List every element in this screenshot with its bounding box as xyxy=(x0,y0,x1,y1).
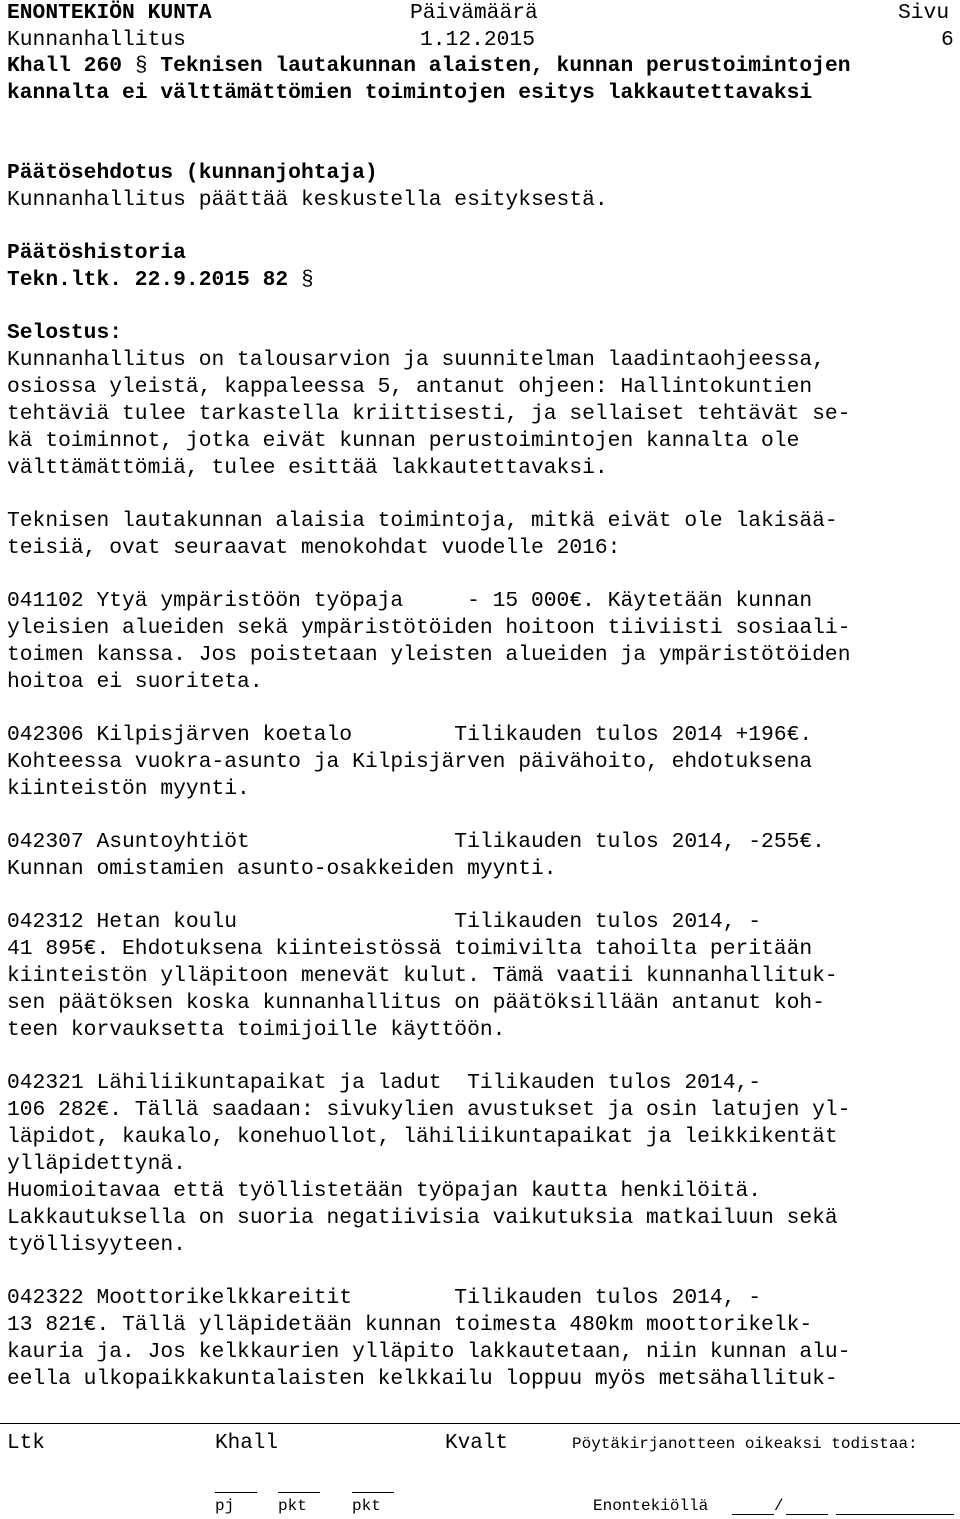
explanation-line: työllisyyteen. xyxy=(7,1233,186,1257)
body-name: Kunnanhallitus xyxy=(7,28,186,52)
explanation-heading: Selostus: xyxy=(7,321,123,345)
history-reference xyxy=(7,267,314,294)
explanation-line: välttämättömiä, tulee esittää lakkautettavaksi. xyxy=(7,456,608,480)
footer-khall: Khall xyxy=(215,1432,279,1455)
explanation-line: Teknisen lautakunnan alaisia toimintoja, mitkä eivät ole lakisää- xyxy=(7,509,838,533)
explanation-line: tehtäviä tulee tarkastella kriittisesti, ja sellaiset tehtävät se- xyxy=(7,402,851,426)
history-ref-text: Tekn.ltk. 22.9.2015 82 xyxy=(7,268,301,292)
date-day-line xyxy=(732,1514,774,1515)
explanation-line: kiinteistön myynti. xyxy=(7,777,250,801)
explanation-line: Lakkautuksella on suoria negatiivisia vaikutuksia matkailuun sekä xyxy=(7,1206,838,1230)
explanation-line: teisiä, ovat seuraavat menokohdat vuodelle 2016: xyxy=(7,536,621,560)
item-title-line-2: kannalta ei välttämättömien toimintojen esitys lakkautettavaksi xyxy=(7,81,813,105)
cost-item-042322: 042322 Moottorikelkkareitit Tilikauden tulos 2014, - xyxy=(7,1286,762,1310)
history-heading: Päätöshistoria xyxy=(7,241,186,265)
item-number: Khall 260 xyxy=(7,54,135,78)
meeting-date: 1.12.2015 xyxy=(420,28,536,52)
item-title-line-1 xyxy=(7,53,851,80)
explanation-line: kiinteistön ylläpitoon menevät kulut. Tämä vaatii kunnanhallituk- xyxy=(7,964,838,988)
explanation-line: Kunnanhallitus on talousarvion ja suunnitelman laadintaohjeessa, xyxy=(7,348,825,372)
explanation-line: 13 821€. Tällä ylläpidetään kunnan toimesta 480km moottorikelk- xyxy=(7,1313,813,1337)
date-year-line xyxy=(836,1514,954,1515)
cost-item-042307: 042307 Asuntoyhtiöt Tilikauden tulos 2014, -255€. xyxy=(7,830,825,854)
explanation-line: läpidot, kaukalo, konehuollot, lähiliikuntapaikat ja leikkikentät xyxy=(7,1125,838,1149)
footer-pj: pj xyxy=(215,1497,235,1515)
explanation-line: ylläpidettynä. xyxy=(7,1152,186,1176)
footer-pkt: pkt xyxy=(278,1497,307,1515)
explanation-line: 41 895€. Ehdotuksena kiinteistössä toimivilta tahoilta peritään xyxy=(7,937,813,961)
municipality-name: ENONTEKIÖN KUNTA xyxy=(7,1,212,25)
footer-ltk: Ltk xyxy=(7,1432,45,1455)
explanation-line: toimen kanssa. Jos poistetaan yleisten alueiden ja ympäristötöiden xyxy=(7,643,851,667)
cost-item-042312: 042312 Hetan koulu Tilikauden tulos 2014, - xyxy=(7,910,762,934)
cost-item-042306: 042306 Kilpisjärven koetalo Tilikauden tulos 2014 +196€. xyxy=(7,723,813,747)
footer-kvalt: Kvalt xyxy=(445,1432,509,1455)
explanation-line: hoitoa ei suoriteta. xyxy=(7,670,263,694)
explanation-line: 106 282€. Tällä saadaan: sivukylien avustukset ja osin latujen yl- xyxy=(7,1098,851,1122)
footer-certify-label: Pöytäkirjanotteen oikeaksi todistaa: xyxy=(572,1435,918,1453)
section-symbol-icon: § xyxy=(134,54,148,78)
explanation-line: sen päätöksen koska kunnanhallitus on päätöksillään antanut koh- xyxy=(7,991,825,1015)
cost-item-041102: 041102 Ytyä ympäristöön työpaja - 15 000€. Käytetään kunnan xyxy=(7,589,813,613)
explanation-line: yleisien alueiden sekä ympäristötöiden hoitoon tiiviisti sosiaali- xyxy=(7,616,851,640)
footer-pkt: pkt xyxy=(352,1497,381,1515)
explanation-line: osiossa yleistä, kappaleessa 5, antanut ohjeen: Hallintokuntien xyxy=(7,375,813,399)
proposal-text: Kunnanhallitus päättää keskustella esityksestä. xyxy=(7,188,608,212)
explanation-line: Kohteessa vuokra-asunto ja Kilpisjärven päivähoito, ehdotuksena xyxy=(7,750,813,774)
footer-date-slash: / xyxy=(774,1497,784,1515)
pkt-signature-line xyxy=(278,1492,320,1493)
explanation-line: Huomioitavaa että työllistetään työpajan kautta henkilöitä. xyxy=(7,1179,762,1203)
explanation-line: kä toiminnot, jotka eivät kunnan perustoimintojen kannalta ole xyxy=(7,429,800,453)
date-label: Päivämäärä xyxy=(410,1,538,25)
pkt-signature-line xyxy=(352,1492,394,1493)
footer-divider xyxy=(0,1423,960,1424)
page-label: Sivu xyxy=(898,1,950,25)
footer-enontekiolla: Enontekiöllä xyxy=(593,1497,709,1515)
cost-item-042321: 042321 Lähiliikuntapaikat ja ladut Tilikauden tulos 2014,- xyxy=(7,1071,762,1095)
explanation-line: kauria ja. Jos kelkkaurien ylläpito lakkautetaan, niin kunnan alu- xyxy=(7,1340,851,1364)
section-symbol-icon: § xyxy=(300,268,314,292)
explanation-line: teen korvauksetta toimijoille käyttöön. xyxy=(7,1018,506,1042)
date-month-line xyxy=(786,1514,828,1515)
proposal-heading: Päätösehdotus (kunnanjohtaja) xyxy=(7,161,378,185)
explanation-line: eella ulkopaikkakuntalaisten kelkkailu loppuu myös metsähallituk- xyxy=(7,1367,838,1391)
pj-signature-line xyxy=(215,1492,257,1493)
item-title-text: Teknisen lautakunnan alaisten, kunnan perustoimintojen xyxy=(147,54,851,78)
page-number: 6 xyxy=(941,28,954,52)
explanation-line: Kunnan omistamien asunto-osakkeiden myynti. xyxy=(7,857,557,881)
